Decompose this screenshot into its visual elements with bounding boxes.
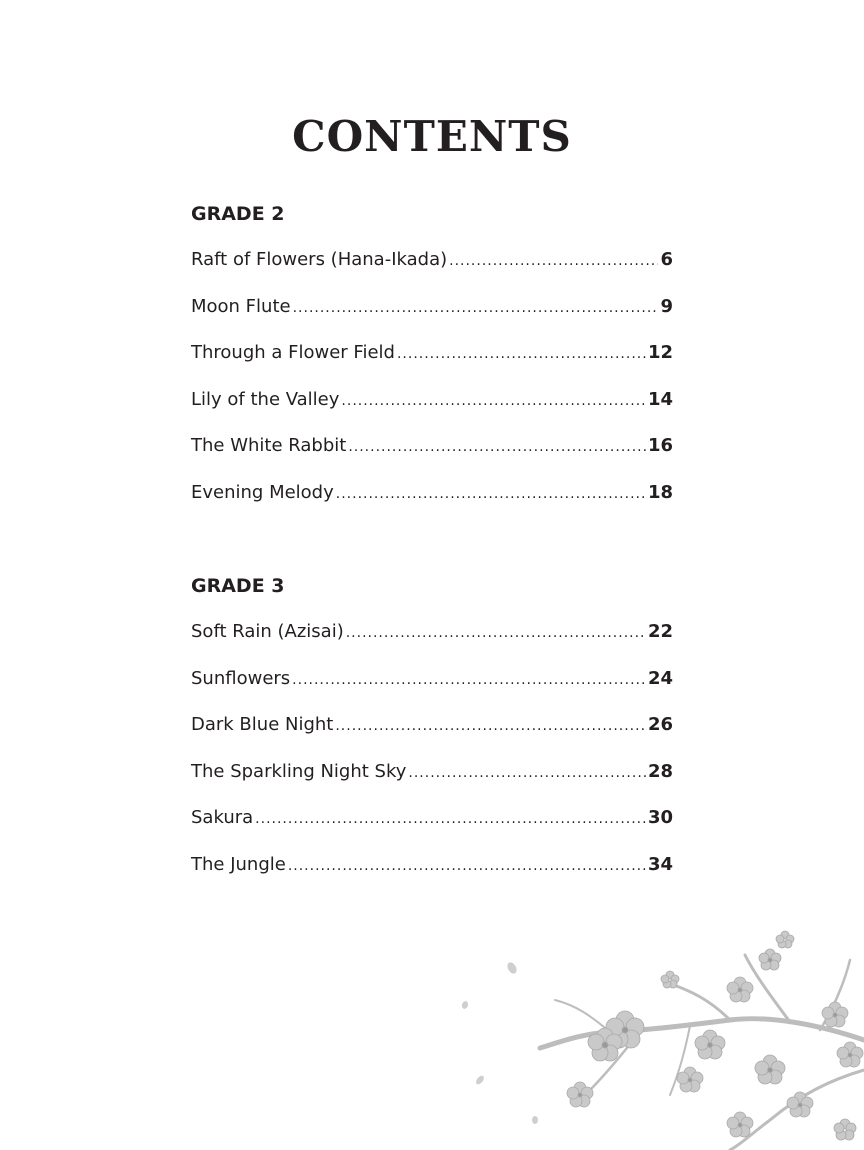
toc-entry[interactable] <box>191 470 673 517</box>
falling-petals <box>461 961 538 1124</box>
dot-leader <box>449 238 658 285</box>
toc-entry-title: The Jungle <box>191 853 286 875</box>
dot-leader <box>408 750 646 797</box>
toc-entry-title: Soft Rain (Azisai) <box>191 621 344 642</box>
toc-entry-page: 6 <box>660 249 673 270</box>
toc-entry-page: 30 <box>647 807 673 829</box>
toc-entry-page: 9 <box>660 295 673 317</box>
toc-entry[interactable] <box>191 842 673 889</box>
dot-leader <box>335 703 646 750</box>
toc-entry[interactable] <box>191 377 673 424</box>
toc-entry-page: 18 <box>647 481 673 503</box>
cherry-blossom-illustration <box>440 920 864 1150</box>
toc-entry-title: Through a Flower Field <box>191 342 395 364</box>
toc-entry-title: Lily of the Valley <box>191 388 340 410</box>
blossom-flowers <box>567 931 863 1140</box>
dot-leader <box>346 610 646 657</box>
dot-leader <box>288 843 646 890</box>
toc-entry[interactable] <box>191 423 673 470</box>
toc-list <box>191 609 673 889</box>
toc-entry[interactable] <box>191 284 673 331</box>
dot-leader <box>336 471 646 518</box>
toc-entry[interactable] <box>191 749 673 796</box>
toc-entry-page: 16 <box>647 435 673 457</box>
toc-entry-page: 24 <box>647 667 673 689</box>
toc-entry-title: The Sparkling Night Sky <box>191 760 407 782</box>
dot-leader <box>397 331 646 378</box>
section-heading: GRADE 2 <box>191 203 285 225</box>
toc-entry-page: 26 <box>647 714 673 736</box>
toc-entry[interactable] <box>191 237 673 284</box>
toc-entry-page: 34 <box>647 853 673 875</box>
toc-entry-title: Dark Blue Night <box>191 714 334 736</box>
toc-entry[interactable] <box>191 330 673 377</box>
toc-entry-title: Sunflowers <box>191 667 291 689</box>
dot-leader <box>293 285 659 332</box>
toc-entry[interactable] <box>191 795 673 842</box>
toc-entry[interactable] <box>191 609 673 656</box>
dot-leader <box>341 378 646 425</box>
dot-leader <box>348 424 646 471</box>
section-grade-3 <box>191 571 673 889</box>
toc-entry-page: 22 <box>647 621 673 642</box>
dot-leader <box>292 657 646 704</box>
toc-entry[interactable] <box>191 702 673 749</box>
toc-entry-page: 12 <box>647 342 673 364</box>
toc-entry-page: 28 <box>647 760 673 782</box>
toc-list <box>191 237 673 517</box>
toc-entry-title: The White Rabbit <box>191 435 347 457</box>
toc-entry-title: Evening Melody <box>191 481 334 503</box>
toc-entry-title: Moon Flute <box>191 295 291 317</box>
toc-entry[interactable] <box>191 656 673 703</box>
toc-entry-page: 14 <box>647 388 673 410</box>
toc-entry-title: Raft of Flowers (Hana-Ikada) <box>191 249 448 270</box>
page-title: CONTENTS <box>292 112 572 161</box>
section-heading: GRADE 3 <box>191 575 285 597</box>
section-grade-2 <box>191 199 673 517</box>
toc-entry-title: Sakura <box>191 807 254 829</box>
dot-leader <box>255 796 646 843</box>
